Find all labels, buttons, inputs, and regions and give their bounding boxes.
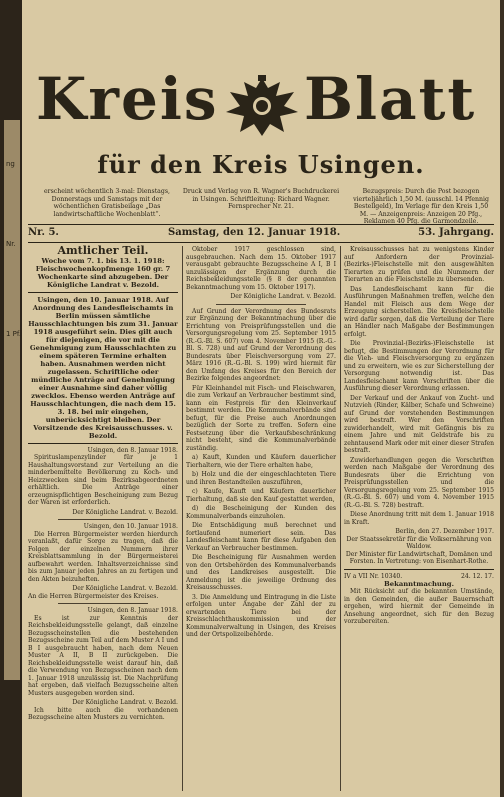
article-text: Die Provinzial-(Bezirks-)Fleischstelle ist befugt, die Bestimmungen der Verordnung für die Vieh- und Fleischversorgung zu ergänzen und zu erweitern, wie es zur Sicherstellung der Versorgung notwendig ist. Das Landesfleischamt kann Vorschriften über die Ausführung dieser Verordnung erlassen. bbox=[344, 340, 494, 392]
notice-text: Spirituslampenzylinder für je 1 Haushaltungsvorstand zur Verteilung an die minderbemittelte Bevölkerung zu Koch- und Heizzwecken sind beim Bezirksabgeordneten erhältlich. Die Anträge einer erzeugnispflichtigen Bescheinigung zum Bezug der Waren ist erforderlich. bbox=[28, 454, 178, 506]
signature-org: Der Staatssekretär für die Volksernährung von Waldow. bbox=[346, 535, 492, 550]
notice-heading: Bekanntmachung. bbox=[384, 579, 454, 588]
binding-text-2: Nr. bbox=[6, 240, 16, 248]
masthead-subtitle: für den Kreis Usingen. bbox=[97, 150, 425, 179]
notice-signature: Der Königliche Landrat. v. Bezold. bbox=[72, 699, 178, 706]
reference-number: IV a VII Nr. 10340. bbox=[344, 572, 403, 580]
article-text: Die Bescheinigung für Ausnahmen werden von den Ortsbehörden des Kommunalverbands und des Landkreises ausgestellt. Die Anmeldung ist die jeweilige Ordnung des Kreisausschusses. bbox=[186, 554, 336, 591]
masthead bbox=[22, 0, 500, 258]
divider bbox=[344, 569, 494, 570]
binding-tab bbox=[4, 120, 20, 680]
reference-line bbox=[344, 573, 494, 581]
article-text: Auf Grund der Verordnung des Bundesrats zur Ergänzung der Bekanntmachung über die Errichtung von Preisprüfungsstellen und die Versorgungsregelung vom 25. September 1915 (R.-G.-Bl. S. 607) vom 4. November 1915 (R.-G.-Bl. S. 728) und auf Grund der Verordnung des Bundesrats über Fleischversorgung vom 27. März 1916 (R.-G.-Bl. S. 199) wird hiermit für den Umfang des Kreises für den Bereich der Bezirke folgendes angeordnet: bbox=[186, 307, 336, 382]
title-kreis: Kreis bbox=[36, 65, 219, 133]
divider bbox=[58, 519, 148, 520]
notice-text: Ich bitte auch die vorhandenen Bezugsscheine alten Musters zu vernichten. bbox=[28, 706, 178, 721]
article-text: Diese Anordnung tritt mit dem 1. Januar 1918 in Kraft. bbox=[344, 511, 494, 526]
masthead-rule-bottom bbox=[28, 242, 494, 243]
column-divider-2 bbox=[340, 246, 341, 791]
divider bbox=[28, 292, 178, 293]
article-text: Das Landesfleischamt kann für die Ausführungen Maßnahmen treffen, welche den Handel mit Fleisch aus dem Wege der Erzeugung sicherstellen. Die Kreisfleischstelle wird dafür sorgen, daß die Verteilung der Tiere an Händler nach Maßgabe der Bestimmungen erfolgt. bbox=[344, 285, 494, 338]
binding-text-1: ng bbox=[6, 160, 15, 168]
signature-org-2: Der Minister für Landwirtschaft, Domänen und Forsten. In Vertretung: von Eisenhart-Rothe. bbox=[345, 550, 493, 565]
notice-signature: Der Königliche Landrat. v. Bezold. bbox=[230, 293, 336, 300]
divider bbox=[216, 304, 306, 305]
divider bbox=[58, 603, 148, 604]
title-blatt: Blatt bbox=[304, 65, 477, 133]
notice-date: Usingen, den 8. Januar 1918. bbox=[87, 607, 178, 614]
reference-date: 24. 12. 17. bbox=[461, 572, 494, 580]
issue-date: Samstag, den 12. Januar 1918. bbox=[168, 227, 341, 238]
notice-date: Usingen, den 8. Januar 1918. bbox=[87, 446, 178, 454]
notice-date: Usingen, den 10. Januar 1918. bbox=[83, 523, 178, 530]
newspaper-page bbox=[22, 0, 500, 797]
volume-number: 53. Jahrgang. bbox=[418, 227, 494, 238]
binding-edge bbox=[0, 0, 22, 797]
divider bbox=[28, 443, 178, 444]
meat-ration-notice: Woche vom 7. 1. bis 13. 1. 1918: Fleischwochenkopfmenge 160 gr. 7 Wochenkarte sind abzugeben. Der Königliche Landrat v. Bezold. bbox=[35, 256, 171, 289]
binding-text-3: 1 Pf. bbox=[6, 330, 22, 338]
slaughter-notice: Usingen, den 10. Januar 1918. Auf Anordnung des Landesfleischamts in Berlin müssen sämtliche Hausschlachtungen bis zum 31. Januar 1918 ausgeführt sein. Dies gilt auch für diejenigen, die vor mit die Genehmigung zum Hausschlachten zu einem späteren Termine erhalten haben. Ausnahmen werden nicht zugelassen. Schriftliche oder mündliche Anträge auf Genehmigung einer Ausnahme sind daher völlig zwecklos. Ebenso werden Anträge auf Hausschlachtungen, die nach dem 15. 3. 18. bei mir eingehen, unberücksichtigt bleiben. Der Vorsitzende des Kreisausschusses. v. Bezold. bbox=[28, 295, 178, 440]
list-item: b) Holz und die der eingeschlachteten Tiere und ihren Bestandteilen auszuführen, bbox=[186, 471, 336, 486]
article-text: Kreisausschusses hat zu wenigstens Kinder auf Anfordern der Provinzial-(Bezirks-)Fleischstelle mit den ausgewählten Tierarten zu prüfen und die Nummern der Tierarten an die Fleischstelle zu übersenden. bbox=[344, 246, 494, 283]
column-1 bbox=[28, 246, 178, 724]
masthead-rule-top bbox=[28, 224, 494, 225]
article-text: Oktober 1917 geschlossen sind, ausgebrauchen. Nach dem 15. Oktober 1917 verausgabt gebrauchte Bezugsscheine A I, B I unzulässigen der Ergänzung durch die Reichsbekleidungsstelle (§ 8 der genannten Bekanntmachung vom 15. Oktober 1917). bbox=[186, 246, 336, 291]
article-text: 3. Die Anmeldung und Eintragung in die Liste erfolgen unter Angabe der Zahl der zu erwartenden Tiere bei der Kreisschlachthauskommission und der Kommunalverwaltung in Usingen, des Kreises und der Ortspolizeibehörde. bbox=[186, 593, 336, 638]
notice-text: Es ist zur Kenntnis der Reichsbekleidungsstelle gelangt, daß einzelne Bezugsscheinstellen die bestehenden Bezugsscheine zum Teil auf dem Muster A I und B I ausgebraucht haben, nach dem Neuen Muster A II, B II zurückgeben. Die Reichsbekleidungsstelle weist darauf hin, daß die Verwendung von Bezugsscheinen nach dem 1. Januar 1918 unzulässig ist. Die Nachprüfung hat ergeben, daß vielfach Bezugsscheine alten Musters ausgegeben worden sind. bbox=[28, 614, 178, 697]
notice-text: Mit Rücksicht auf die bekannten Umstände, in den Gemeinden, die außer Bauernschaft ergehen, wird hiermit der Gemeinde in Ansehung angeordnet, sich für den Bezug vorzubereiten. bbox=[344, 588, 494, 625]
notice-addressee: An die Herren Bürgermeister des Kreises. bbox=[28, 592, 159, 600]
article-text: Der Verkauf und der Ankauf von Zucht- und Nutzvieh (Rinder, Kälber, Schafe und Schweine) auf Grund der vorstehenden Bestimmungen wird bestraft. Wer den Vorschriften zuwiderhandelt, wird mit Gefängnis bis zu einem Jahre und mit Geldstrafe bis zu zehntausend Mark oder mit einer dieser Strafen bestraft. bbox=[344, 394, 494, 454]
column-divider-1 bbox=[182, 246, 183, 791]
publisher-info: Druck und Verlag von R. Wagner's Buchdruckerei in Usingen. Schriftleitung: Richard Wagner. Fernsprecher Nr. 21. bbox=[182, 188, 340, 211]
column-2 bbox=[186, 246, 336, 641]
signature-date: Berlin, den 27. Dezember 1917. bbox=[395, 528, 494, 535]
article-text: Die Entschädigung muß berechnet und fortlaufend numeriert sein. Das Landesfleischamt kann für diese Aufgaben den Verkauf an Verbraucher bestimmen. bbox=[186, 522, 336, 552]
notice-signature: Der Königliche Landrat. v. Bezold. bbox=[72, 585, 178, 592]
subscription-price: Bezugspreis: Durch die Post bezogen vierteljährlich 1,50 M. (ausschl. 14 Pfennig Bestellgeld), Im Verlage für den Kreis 1,50 M. — Anzeigenpreis: Anzeigen 20 Pfg., Reklamen 40 Pfg. die Garmondzeile. bbox=[353, 188, 489, 226]
list-item: d) die Bescheinigung der Kunden des Kommunalverbands einzuholen. bbox=[186, 505, 336, 520]
list-item: a) Kauft, Kunden und Käufern dauerlicher Tierhaltern, wie der Tiere erhalten habe, bbox=[186, 454, 336, 469]
notice-text: Die Herren Bürgermeister werden hierdurch veranlaßt, dafür Sorge zu tragen, daß die Folgen der einzelnen Nummern ihrer Kreisblattsammlung in der Bürgermeisterei aufbewahrt werden. Inhaltsverzeichnisse sind bis zum Januar jeden Jahres an zu fertigen und den Akten beizuheften. bbox=[28, 530, 178, 583]
issue-number: Nr. 5. bbox=[28, 227, 59, 238]
dateline bbox=[28, 227, 494, 241]
notice-signature: Der Königliche Landrat. v. Bezold. bbox=[72, 508, 178, 516]
column-3 bbox=[344, 246, 494, 628]
list-item: c) Kaufe, Kauft und Käufern dauerlicher Tierhaltung, daß sie den Kauf gestattet werden, bbox=[186, 488, 336, 503]
eagle-emblem-icon bbox=[222, 74, 302, 138]
publication-schedule: erscheint wöchentlich 3-mal: Dienstags, Donnerstags und Samstags mit der wöchentlichen Gratisbeilage „Das landwirtschaftliche Wochenblatt“. bbox=[44, 188, 170, 218]
article-text: Für Kleinhandel mit Fisch- und Fleischwaren, die zum Verkauf an Verbraucher bestimmt sind, kann ein Festpreis für den Kleinverkauf bestimmt werden. Die Kommunalverbände sind befugt, für die Preise auch Anordnungen bezüglich der Sorte zu treffen. Sofern eine Festsetzung über die Verkaufsbeschränkung nicht besteht, sind die Kommunalverbände zuständig. bbox=[186, 384, 336, 452]
article-text: Zuwiderhandlungen gegen die Vorschriften werden nach Maßgabe der Verordnung des Bundesrats über die Errichtung von Preisprüfungsstellen und die Versorgungsregelung vom 25. September 1915 (R.-G.-Bl. S. 607) und vom 4. November 1915 (R.-G.-Bl. S. 728) bestraft. bbox=[344, 456, 494, 509]
section-heading: Amtlicher Teil. bbox=[57, 244, 149, 257]
